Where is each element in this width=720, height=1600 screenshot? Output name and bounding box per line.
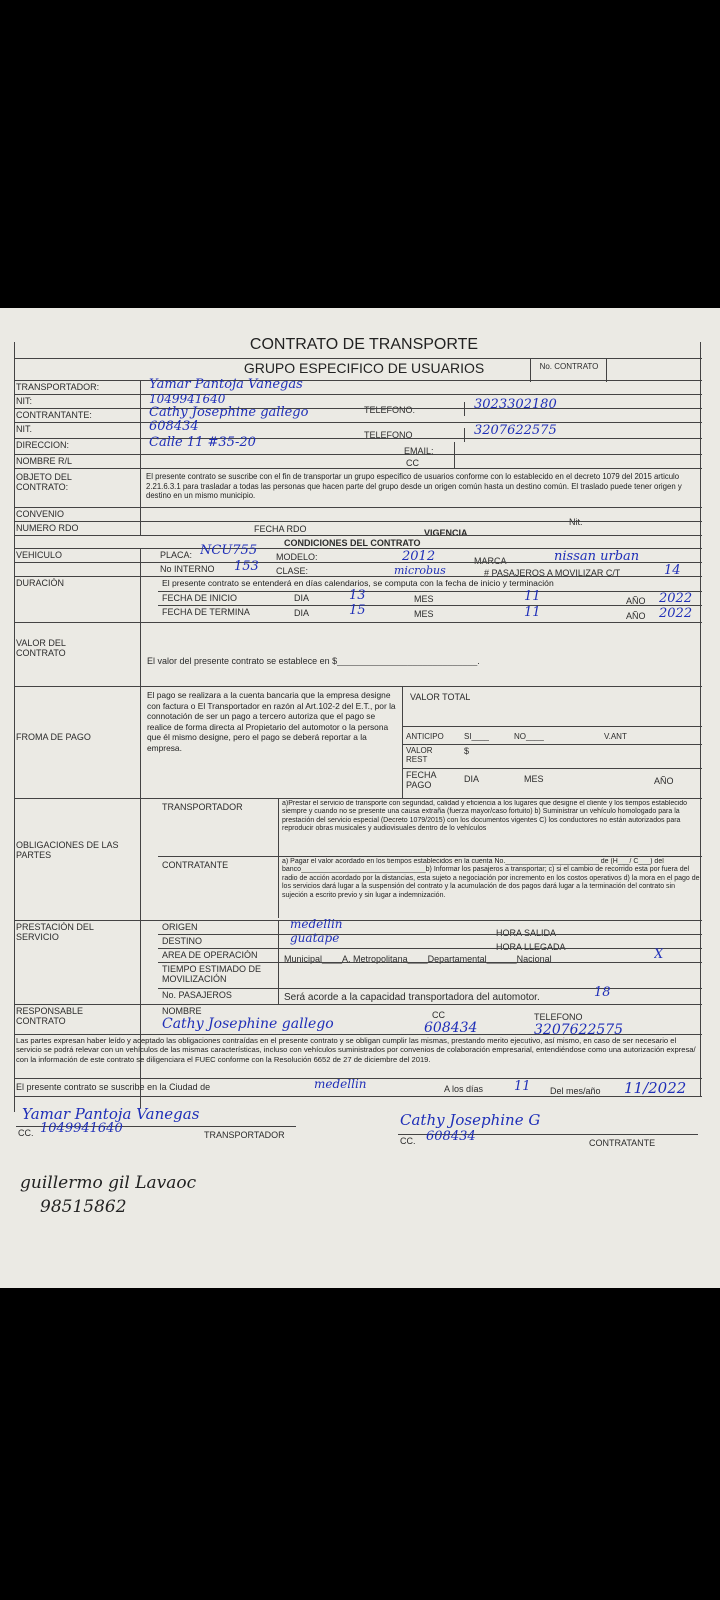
objeto-label: OBJETO DEL CONTRATO:	[16, 472, 72, 493]
contratante-label: CONTRANTANTE:	[16, 410, 92, 420]
vigencia-label: VIGENCIA	[424, 528, 468, 538]
anticipo-label: ANTICIPO	[406, 732, 444, 741]
modelo-label: MODELO:	[276, 552, 318, 562]
contratante-sig-label: CONTRATANTE	[589, 1138, 656, 1148]
forma-pago-text: El pago se realizara a la cuenta bancaria que la empresa designe con factura o El Transportador en razón al Art.102-2 del E.T., por la connotación de ser un pago a tercero autoriza que el pago se realice de forma directa al Propietario del automotor o la persona que él mismo designe, pero el pago se deberá reportar a la empresa.	[147, 690, 396, 753]
fecha-rdo-label: FECHA RDO	[254, 524, 307, 534]
hora-llegada-label: HORA LLEGADA	[496, 942, 566, 952]
fecha-pago-ano: AÑO	[654, 776, 674, 786]
inicio-dia-label: DIA	[294, 593, 310, 603]
no-pasajeros-label: No. PASAJEROS	[162, 990, 232, 1000]
obl-contratante-text: a) Pagar el valor acordado en los tiempos establecidos en la cuenta No.________________________ de (H___/ C___) del banco________________________________b) Informar los pasajeros a transportar; c) si el cambio de recorrido esta por fuera del radio de acción acordado por la distancias, esta sujeto a negociación por incremento en los costos operativos d) la mora en el pago de los servicios dará lugar a la suspensión del contrato y la acumulación de dos pagos dará lugar a la terminación del contrato sin sujeción a escrito previo y sin lugar a indemnización.	[282, 858, 700, 899]
convenio-label: CONVENIO	[16, 509, 65, 519]
duracion-label: DURACIÓN	[16, 578, 65, 588]
fecha-inicio-label: FECHA DE INICIO	[162, 593, 238, 603]
direccion-value: Calle 11 #35-20	[149, 436, 256, 450]
duracion-text: El presente contrato se entenderá en días calendarios, se computa con la fecha de inicio y terminación	[162, 578, 554, 588]
inicio-mes-value: 11	[524, 590, 541, 604]
nit-contratante-label: NIT.	[16, 424, 33, 434]
ciudad-label: El presente contrato se suscribe en la Ciudad de	[16, 1082, 211, 1092]
firma-contratante: Cathy Josephine G	[400, 1112, 541, 1129]
no-contrato-label: No. CONTRATO	[539, 362, 599, 371]
cc-contratante-label: CC.	[400, 1136, 416, 1146]
firma-transportador: Yamar Pantoja Vanegas	[22, 1106, 200, 1123]
anticipo-no: NO____	[514, 732, 544, 741]
termina-mes-value: 11	[524, 606, 541, 620]
no-interno-value: 153	[234, 560, 259, 574]
contract-paper	[0, 308, 720, 1288]
nit-convenio-label: Nit.	[569, 517, 583, 527]
termina-ano-label: AÑO	[626, 611, 646, 621]
destino-label: DESTINO	[162, 936, 203, 946]
fecha-pago-dia: DIA	[464, 774, 480, 784]
fecha-termina-label: FECHA DE TERMINA	[162, 607, 250, 617]
termina-dia-value: 15	[349, 604, 366, 618]
tiempo-label: TIEMPO ESTIMADO DE MOVILIZACIÓN	[162, 964, 262, 985]
del-mes-label: Del mes/año	[550, 1086, 601, 1096]
direccion-label: DIRECCION:	[16, 440, 70, 450]
forma-pago-label: FROMA DE PAGO	[16, 732, 91, 742]
termina-ano-value: 2022	[659, 607, 693, 621]
marca-value: nissan urban	[554, 550, 640, 564]
a-los-dias-label: A los días	[444, 1084, 484, 1094]
telefono-label: TELEFONO:	[364, 405, 416, 415]
no-pasajeros-value: 18	[594, 986, 611, 1000]
termina-dia-label: DIA	[294, 608, 310, 618]
obl-transportador-label: TRANSPORTADOR	[162, 802, 243, 812]
transportador-label: TRANSPORTADOR:	[16, 382, 100, 392]
responsable-label: RESPONSABLE CONTRATO	[16, 1006, 84, 1027]
clase-value: microbus	[394, 565, 446, 577]
nota-nombre: guillermo gil Lavaoc	[20, 1174, 197, 1193]
resp-nombre-label: NOMBRE	[162, 1006, 202, 1016]
resp-telefono-value: 3207622575	[534, 1022, 624, 1038]
numero-rdo-label: NUMERO RDO	[16, 523, 79, 533]
resp-telefono-label: TELEFONO	[534, 1012, 583, 1022]
area-label: AREA DE OPERACIÓN	[162, 950, 258, 960]
pasajeros-label: # PASAJEROS A MOVILIZAR C/T	[484, 568, 621, 578]
prestacion-label: PRESTACIÓN DEL SERVICIO	[16, 922, 94, 943]
ciudad-value: medellin	[314, 1078, 367, 1091]
valor-rest-label: VALOR REST	[406, 746, 433, 765]
fecha-pago-label: FECHA PAGO	[406, 770, 437, 791]
condiciones-heading: CONDICIONES DEL CONTRATO	[284, 538, 421, 548]
origen-label: ORIGEN	[162, 922, 198, 932]
clase-label: CLASE:	[276, 566, 309, 576]
mes-ano-value: 11/2022	[624, 1080, 687, 1097]
fecha-pago-mes: MES	[524, 774, 544, 784]
cc-label: CC	[406, 458, 419, 468]
cc-contratante-value: 608434	[426, 1130, 476, 1144]
vant-label: V.ANT	[604, 732, 627, 741]
nit-label: NIT:	[16, 396, 33, 406]
obl-contratante-label: CONTRATANTE	[162, 860, 229, 870]
telefono-contratante-value: 3207622575	[474, 424, 557, 438]
valor-rest-dollar: $	[464, 746, 470, 756]
destino-value: guatape	[290, 932, 340, 945]
vehiculo-label: VEHICULO	[16, 550, 63, 560]
resp-nombre-value: Cathy Josephine gallego	[162, 1016, 334, 1032]
telefono-value: 3023302180	[474, 398, 557, 412]
contract-subtitle: GRUPO ESPECIFICO DE USUARIOS	[243, 360, 485, 376]
dias-value: 11	[514, 1080, 531, 1094]
telefono-contratante-label: TELEFONO	[364, 430, 413, 440]
placa-value: NCU755	[200, 544, 258, 558]
obligaciones-label: OBLIGACIONES DE LAS PARTES	[16, 840, 119, 861]
obl-transportador-text: a)Prestar el servicio de transporte con seguridad, calidad y eficiencia a los lugares que designe el cliente y los tiempos establecido siempre y cuando no se presente una causa extraña (fuerza mayor/caso fortuito) b) Suministrar un vehículo homologado para la prestación del servicio especial (Decreto 1079/2015) con los documentos vigentes C) los conductores no están autorizados para reproducir obras musicales y audiovisuales dentro de lo vehículos	[282, 800, 688, 833]
nota-numero: 98515862	[40, 1198, 127, 1217]
inicio-ano-label: AÑO	[626, 596, 646, 606]
pasajeros-value: 14	[664, 564, 681, 578]
area-text: Municipal____A. Metropolitana____Departamental______Nacional	[284, 954, 552, 964]
modelo-value: 2012	[402, 550, 436, 564]
no-pasajeros-text: Será acorde a la capacidad transportadora del automotor.	[284, 992, 540, 1003]
hora-salida-label: HORA SALIDA	[496, 928, 557, 938]
nit-value: 1049941640	[149, 393, 226, 406]
valor-contrato-text: El valor del presente contrato se establece en $____________________________.	[147, 656, 480, 666]
objeto-text: El presente contrato se suscribe con el fin de transportar un grupo especifico de usuarios conforme con lo establecido en el decreto 1079 del 2015 articulo 2.21.6.3.1 para trasladar a todas las personas que hacen parte del grupo desde un origen común hasta un destino común. El traslado puede tener origen y destino en un mismo municipio.	[146, 472, 682, 501]
placa-label: PLACA:	[160, 550, 193, 560]
termina-mes-label: MES	[414, 609, 434, 619]
cc-transportador-value: 1049941640	[40, 1122, 123, 1136]
transportador-value: Yamar Pantoja Vanegas	[149, 378, 303, 392]
resp-cc-label: CC	[432, 1010, 445, 1020]
anticipo-si: SI____	[464, 732, 490, 741]
marca-label: MARCA	[474, 556, 507, 566]
transportador-sig-label: TRANSPORTADOR	[204, 1130, 285, 1140]
contratante-value: Cathy Josephine gallego	[149, 406, 309, 420]
origen-value: medellin	[290, 918, 343, 931]
resp-cc-value: 608434	[424, 1020, 478, 1036]
contract-document	[14, 312, 702, 1162]
no-interno-label: No INTERNO	[160, 564, 215, 574]
cc-transportador-label: CC.	[18, 1128, 34, 1138]
inicio-mes-label: MES	[414, 594, 434, 604]
valor-contrato-label: VALOR DEL CONTRATO	[16, 638, 66, 659]
nit-contratante-value: 608434	[149, 420, 199, 434]
inicio-ano-value: 2022	[659, 592, 693, 606]
inicio-dia-value: 13	[349, 589, 366, 603]
email-label: EMAIL:	[404, 446, 434, 456]
valor-total-label: VALOR TOTAL	[410, 692, 471, 702]
contract-title: CONTRATO DE TRANSPORTE	[249, 336, 479, 353]
nombre-rl-label: NOMBRE R/L	[16, 456, 73, 466]
clausula-text: Las partes expresan haber leído y aceptado las obligaciones contraídas en el presente contrato y se obligan cumplir las mismas, prestando merito ejecutivo, así mismo, en caso de ser necesario el servicio se podrá relevar con un vehículos de las mismas características, incluso con vehículos suministrados por convenios de colaboración empresarial, entendiéndose como una autorización expresa/ con la información de este contrato se diligenciara el FUEC conforme con la Resolución 6652 de 27 de diciembre del 2019.	[16, 1036, 696, 1064]
nacional-mark: X	[654, 948, 664, 962]
